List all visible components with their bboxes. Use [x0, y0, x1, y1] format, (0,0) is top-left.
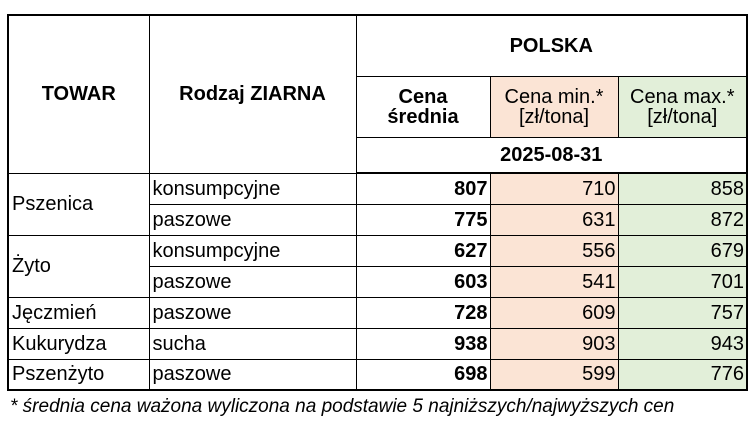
price-table: [7, 14, 748, 391]
cell-min-price: 631: [490, 204, 618, 235]
cell-min-price: 599: [490, 359, 618, 390]
cell-min-price: 710: [490, 173, 618, 204]
table-body: [8, 173, 747, 390]
cell-rodzaj: konsumpcyjne: [149, 173, 356, 204]
header-min-line2: [zł/tona]: [518, 105, 590, 128]
cell-rodzaj: konsumpcyjne: [149, 235, 356, 266]
cell-max-price: 943: [618, 328, 747, 359]
header-avg-line1: Cena: [398, 85, 448, 108]
cell-avg-price: 775: [356, 204, 490, 235]
header-rodzaj: Rodzaj ZIARNA: [149, 15, 356, 173]
table-row: [8, 328, 747, 359]
cell-min-price: 556: [490, 235, 618, 266]
cell-avg-price: 728: [356, 297, 490, 328]
cell-rodzaj: paszowe: [149, 266, 356, 297]
cell-avg-price: 698: [356, 359, 490, 390]
cell-rodzaj: paszowe: [149, 204, 356, 235]
header-date: 2025-08-31: [356, 137, 747, 173]
header-region: POLSKA: [356, 15, 747, 76]
header-min-line1: Cena min.*: [504, 85, 604, 108]
table-row: [8, 173, 747, 204]
cell-towar: Kukurydza: [8, 328, 149, 359]
cell-max-price: 776: [618, 359, 747, 390]
cell-avg-price: 627: [356, 235, 490, 266]
cell-towar: Jęczmień: [8, 297, 149, 328]
cell-towar: Żyto: [8, 235, 149, 297]
header-max-price: [618, 76, 747, 137]
cell-min-price: 541: [490, 266, 618, 297]
cell-max-price: 872: [618, 204, 747, 235]
cell-min-price: 609: [490, 297, 618, 328]
header-avg-line2: średnia: [387, 105, 459, 128]
header-max-line2: [zł/tona]: [647, 105, 718, 128]
cell-rodzaj: paszowe: [149, 359, 356, 390]
cell-max-price: 858: [618, 173, 747, 204]
header-min-price: [490, 76, 618, 137]
header-towar: TOWAR: [8, 15, 149, 173]
table-row: [8, 235, 747, 266]
cell-max-price: 701: [618, 266, 747, 297]
cell-rodzaj: sucha: [149, 328, 356, 359]
cell-max-price: 757: [618, 297, 747, 328]
cell-min-price: 903: [490, 328, 618, 359]
header-avg-price: [356, 76, 490, 137]
cell-avg-price: 807: [356, 173, 490, 204]
cell-towar: Pszenica: [8, 173, 149, 235]
cell-rodzaj: paszowe: [149, 297, 356, 328]
cell-max-price: 679: [618, 235, 747, 266]
header-max-line1: Cena max.*: [630, 85, 735, 108]
cell-towar: Pszenżyto: [8, 359, 149, 390]
table-row: [8, 297, 747, 328]
cell-avg-price: 603: [356, 266, 490, 297]
cell-avg-price: 938: [356, 328, 490, 359]
footnote: * średnia cena ważona wyliczona na podstawie 5 najniższych/najwyższych cen: [10, 396, 675, 417]
table-row: [8, 359, 747, 390]
